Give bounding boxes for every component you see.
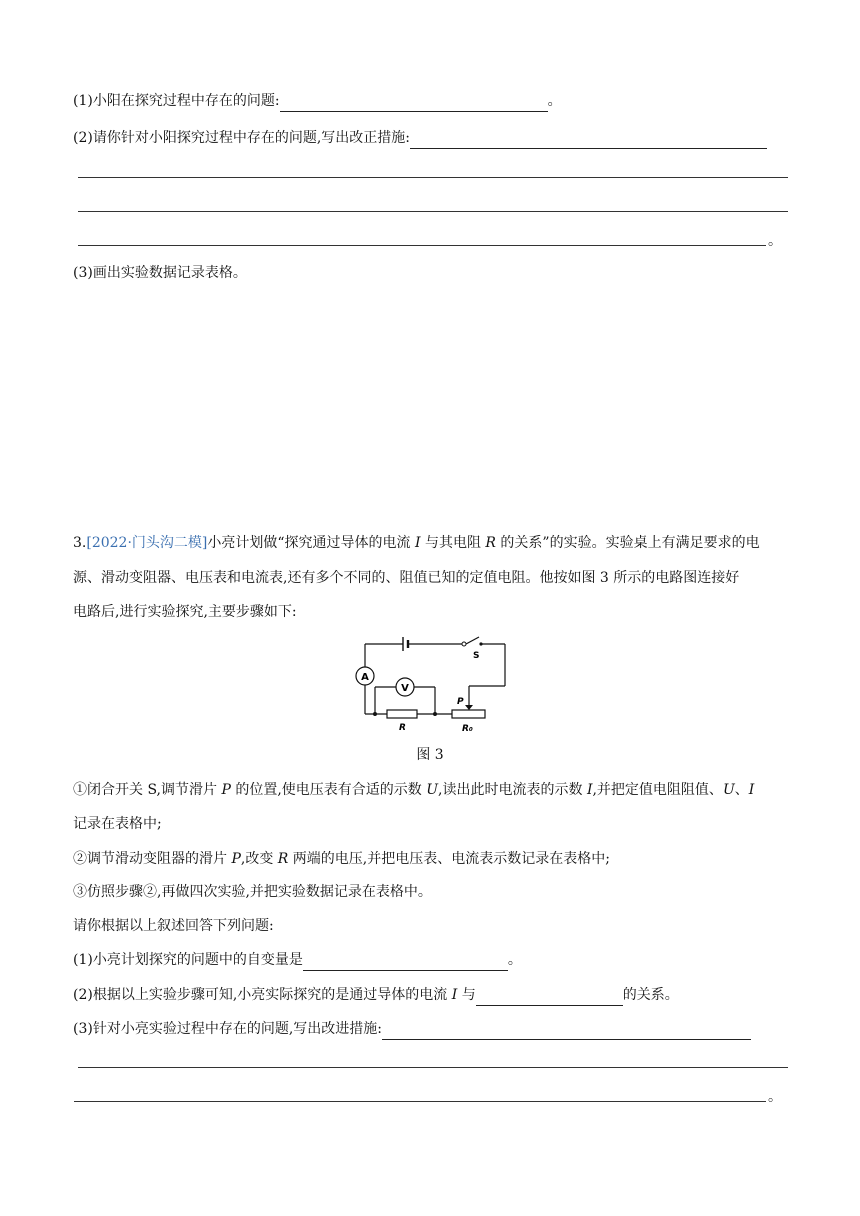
var-U: U	[722, 782, 735, 798]
switch-contact	[479, 642, 482, 645]
q3-intro-text: 小亮计划做“探究通过导体的电流	[207, 535, 415, 551]
slider-arrowhead	[465, 705, 473, 710]
step-text: 、	[734, 782, 749, 798]
q3-part1-end: 。	[507, 952, 522, 968]
q3-part3	[73, 1018, 751, 1040]
var-I: I	[586, 782, 593, 798]
q3-step3: ③仿照步骤②,再做四次实验,并把实验数据记录在表格中。	[73, 884, 432, 900]
q2-part2-end: 。	[768, 233, 782, 249]
step-text: ,并把定值电阻阻值、	[592, 782, 723, 798]
q2-answer-line[interactable]	[78, 177, 788, 178]
q3-part1-answer-blank[interactable]	[303, 954, 508, 971]
q2-part3	[73, 262, 247, 284]
var-R: R	[277, 851, 289, 867]
rheostat-symbol	[452, 710, 485, 718]
q3-answer-line[interactable]	[74, 1101, 766, 1102]
q3-number: 3.	[73, 535, 87, 551]
var-P: P	[221, 782, 231, 798]
q3-part2-text: 与	[457, 987, 476, 1003]
step-text: ②调节滑动变阻器的滑片	[73, 851, 232, 867]
step-text: ,改变	[240, 851, 278, 867]
q3-part3-answer-blank[interactable]	[382, 1023, 751, 1040]
circuit-diagram	[345, 628, 545, 738]
q2-part3-label: (3)画出实验数据记录表格。	[73, 265, 247, 281]
step-text: 两端的电压,并把电压表、电流表示数记录在表格中;	[288, 851, 610, 867]
var-U: U	[426, 782, 439, 798]
junction-dot	[373, 712, 377, 716]
q3-source: [2022·门头沟二模]	[86, 535, 208, 551]
q3-part2	[73, 984, 679, 1006]
q3-part3-end: 。	[768, 1089, 782, 1105]
q3-part2-answer-blank[interactable]	[476, 989, 623, 1006]
q3-intro-text: 与其电阻	[420, 535, 486, 551]
q3-intro-line2: 源、滑动变阻器、电压表和电流表,还有多个不同的、阻值已知的定值电阻。他按如图 3 所示的电路图连接好	[73, 570, 740, 586]
var-I: I	[451, 987, 458, 1003]
switch-label: S	[473, 651, 480, 661]
q3-intro-line3: 电路后,进行实验探究,主要步骤如下:	[73, 604, 297, 620]
q3-prompt: 请你根据以上叙述回答下列问题:	[73, 918, 274, 934]
q3-intro-line1	[73, 532, 760, 554]
var-I: I	[414, 535, 421, 551]
q2-part2	[73, 127, 767, 149]
q3-part2-label: (2)根据以上实验步骤可知,小亮实际探究的是通过导体的电流	[73, 987, 452, 1003]
rheostat-label: R₀	[462, 724, 473, 734]
q3-step1-line1	[73, 779, 754, 801]
step-text: ①闭合开关 S,调节滑片	[73, 782, 222, 798]
q2-part1	[73, 90, 562, 112]
switch-contact	[462, 642, 466, 646]
switch-blade	[466, 637, 479, 644]
q3-step1-line2: 记录在表格中;	[73, 816, 162, 832]
q2-part1-answer-blank[interactable]	[280, 95, 548, 112]
q3-step2	[73, 848, 610, 870]
var-P: P	[231, 851, 241, 867]
q3-answer-line[interactable]	[78, 1067, 788, 1068]
slider-label: P	[457, 697, 464, 707]
step-text: ,读出此时电流表的示数	[438, 782, 587, 798]
var-I: I	[748, 782, 755, 798]
junction-dot	[433, 712, 437, 716]
q2-part1-label: (1)小阳在探究过程中存在的问题:	[73, 93, 280, 109]
ammeter-label: A	[361, 672, 369, 683]
q3-part1-label: (1)小亮计划探究的问题中的自变量是	[73, 952, 303, 968]
q2-part1-end: 。	[547, 93, 562, 109]
q3-part2-end: 的关系。	[622, 987, 679, 1003]
var-R: R	[485, 535, 496, 551]
figure-caption: 图 3	[416, 747, 444, 763]
q2-part2-answer-blank[interactable]	[410, 132, 767, 149]
q2-answer-line[interactable]	[78, 245, 766, 246]
q2-part2-label: (2)请你针对小阳探究过程中存在的问题,写出改正措施:	[73, 130, 410, 146]
resistor-label: R	[399, 723, 406, 733]
q2-answer-line[interactable]	[78, 211, 788, 212]
q3-part1	[73, 949, 522, 971]
resistor-symbol	[387, 710, 417, 718]
q3-intro-text: 的关系”的实验。实验桌上有满足要求的电	[495, 535, 760, 551]
voltmeter-label: V	[401, 683, 409, 694]
q3-part3-label: (3)针对小亮实验过程中存在的问题,写出改进措施:	[73, 1021, 382, 1037]
step-text: 的位置,使电压表有合适的示数	[230, 782, 427, 798]
